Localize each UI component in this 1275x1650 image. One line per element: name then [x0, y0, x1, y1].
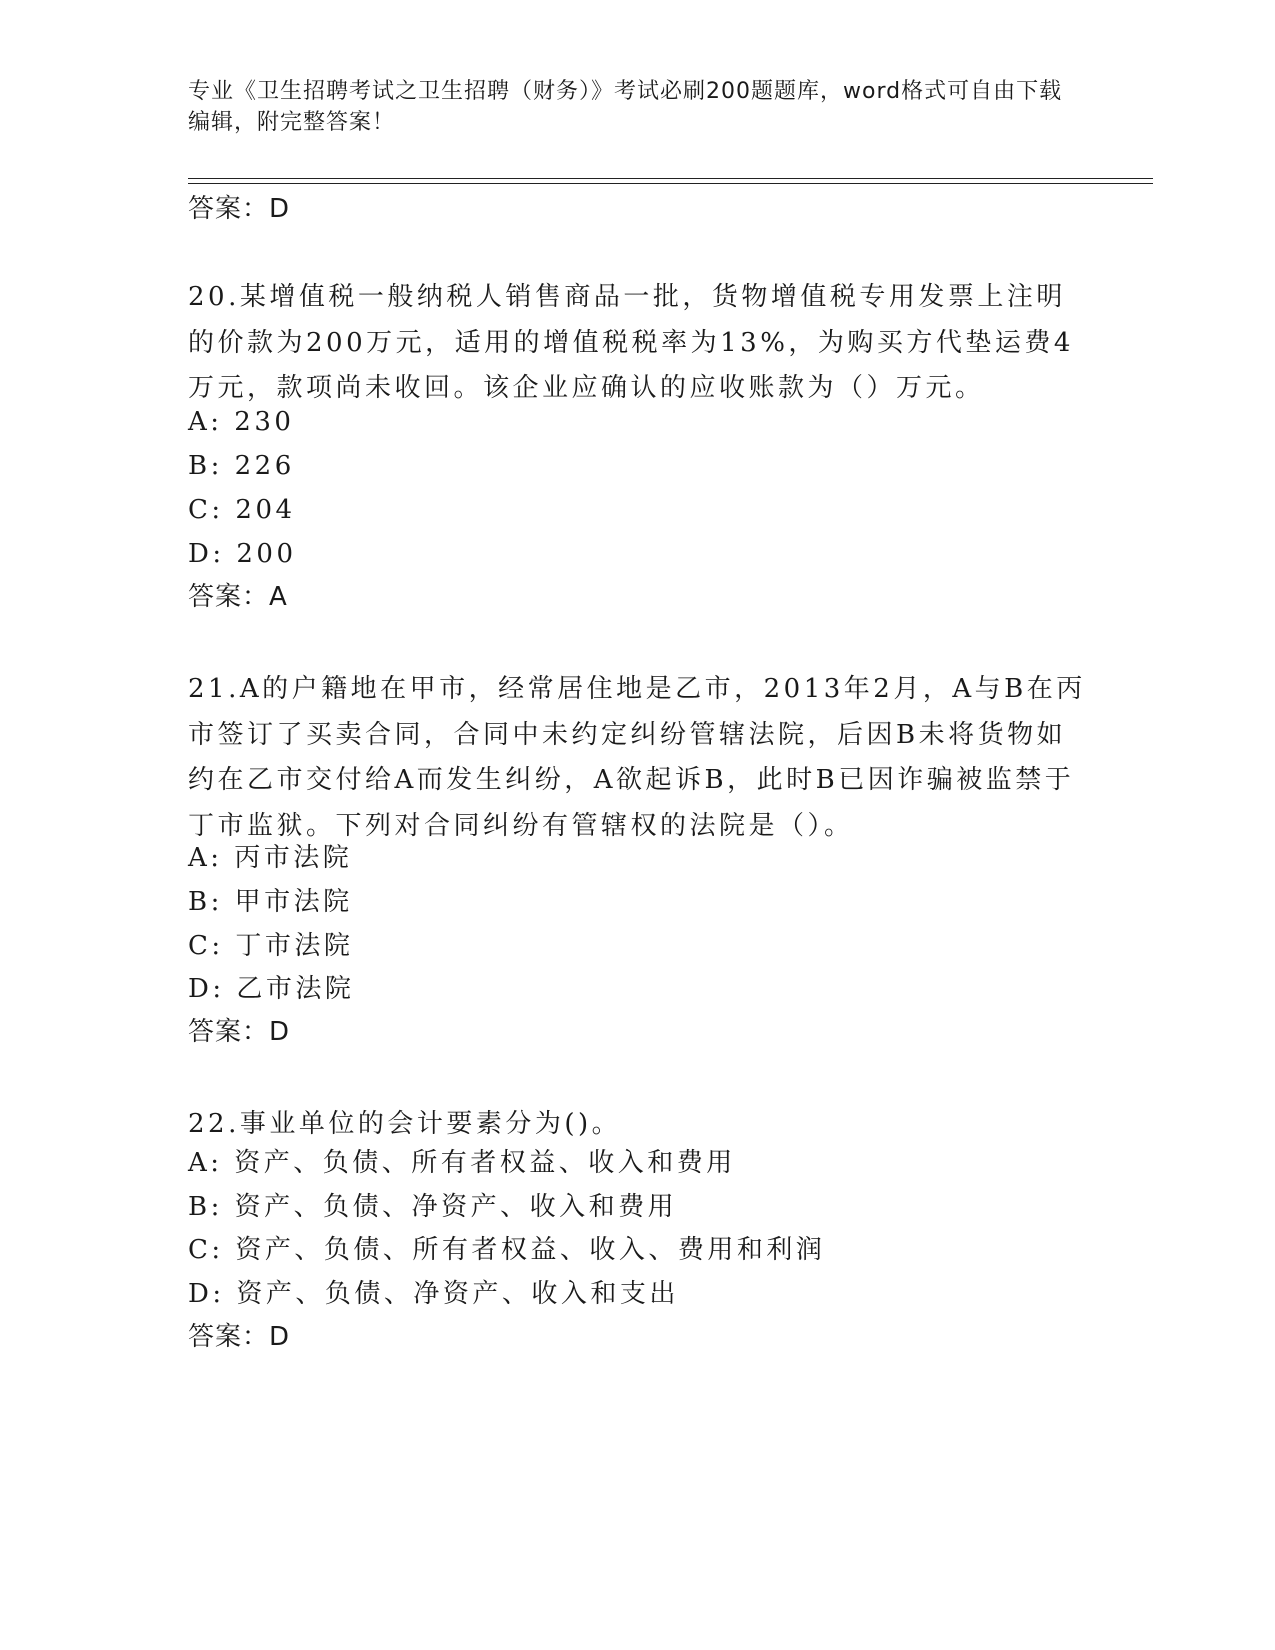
question-20-answer: 答案：A — [188, 582, 288, 612]
document-header — [188, 76, 1068, 138]
question-22-option-a: A: 资产、负债、所有者权益、收入和费用 — [188, 1148, 736, 1178]
question-20-option-a: A: 230 — [188, 407, 295, 437]
question-20-option-b: B: 226 — [188, 451, 295, 481]
question-22-option-c: C: 资产、负债、所有者权益、收入、费用和利润 — [188, 1235, 826, 1265]
question-21-option-b: B: 甲市法院 — [188, 887, 353, 917]
previous-answer: 答案：D — [188, 194, 291, 224]
question-21-option-a: A: 丙市法院 — [188, 843, 353, 873]
question-21-option-d: D: 乙市法院 — [188, 974, 355, 1004]
question-21-stem: 21.A的户籍地在甲市，经常居住地是乙市，2013年2月，A与B在丙市签订了买卖合同，合同中未约定纠纷管辖法院，后因B未将货物如约在乙市交付给A而发生纠纷，A欲起诉B，此时B已因诈骗被监禁于丁市监狱。下列对合同纠纷有管辖权的法院是（）。 — [188, 674, 1086, 841]
header-text: 专业《卫生招聘考试之卫生招聘（财务）》考试必刷200题题库，word格式可自由下载编辑，附完整答案！ — [188, 79, 1063, 135]
question-20-option-d: D: 200 — [188, 539, 297, 569]
question-22-answer: 答案：D — [188, 1322, 291, 1352]
question-20-option-c: C: 204 — [188, 495, 296, 525]
header-rule-bottom — [188, 183, 1153, 184]
question-22-option-d: D: 资产、负债、净资产、收入和支出 — [188, 1279, 679, 1309]
question-21-option-c: C: 丁市法院 — [188, 931, 354, 961]
question-22-stem: 22.事业单位的会计要素分为()。 — [188, 1109, 622, 1139]
question-22-option-b: B: 资产、负债、净资产、收入和费用 — [188, 1192, 678, 1222]
header-rule-top — [188, 178, 1153, 179]
question-20-stem: 20.某增值税一般纳税人销售商品一批，货物增值税专用发票上注明的价款为200万元，适用的增值税税率为13%，为购买方代垫运费4万元，款项尚未收回。该企业应确认的应收账款为（）万元。 — [188, 282, 1074, 403]
question-21-answer: 答案：D — [188, 1017, 291, 1047]
